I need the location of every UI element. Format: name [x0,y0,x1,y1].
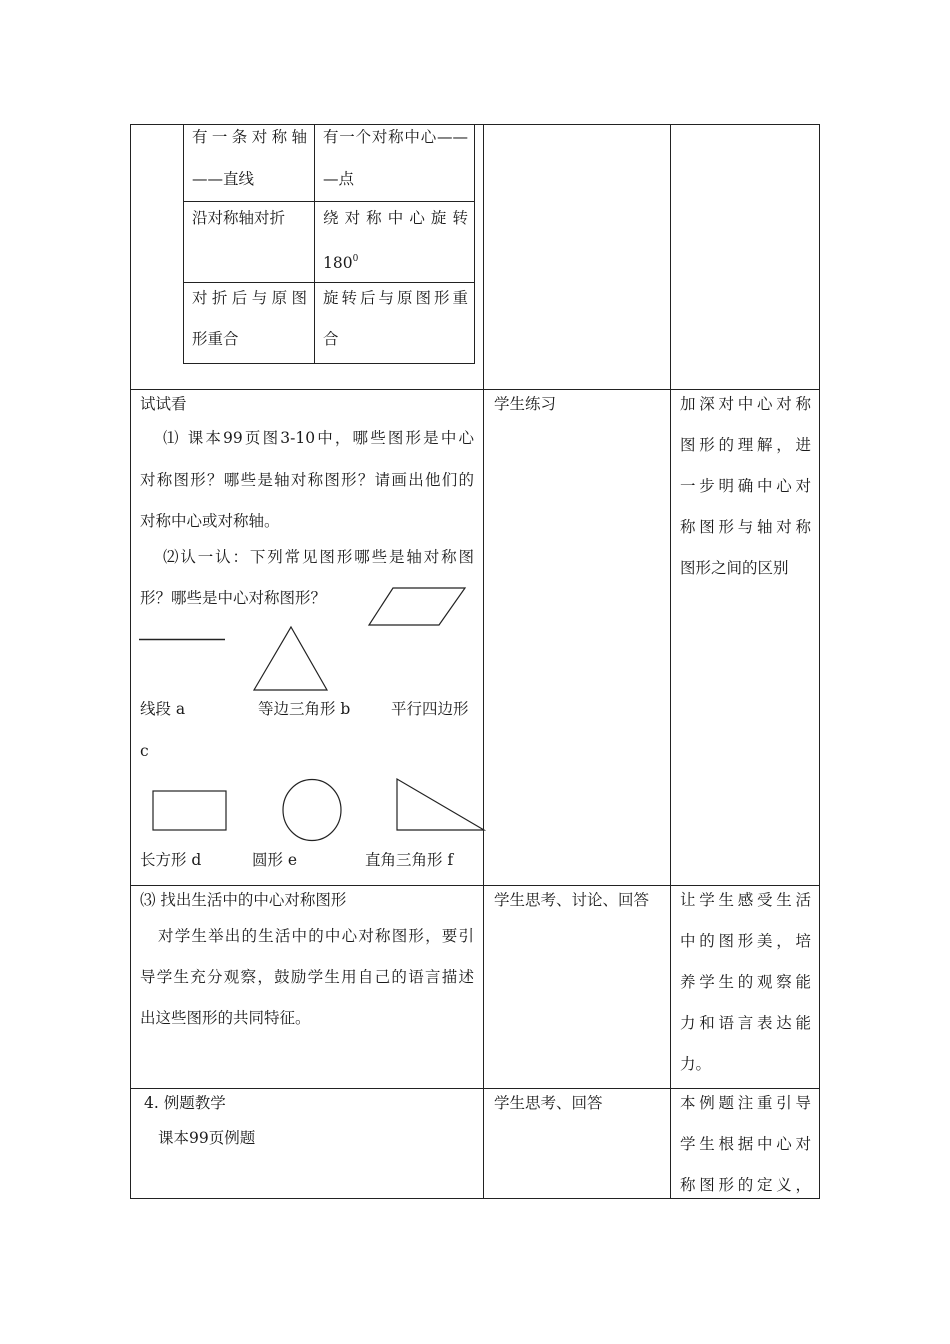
find-intent-line4: 力和语言表达能 [680,1014,811,1032]
example-reference: 课本99页例题 [158,1129,256,1147]
example-intent-line2: 学生根据中心对 [680,1135,811,1153]
rotate-coincide-text-2: 合 [323,330,339,348]
rotate-text: 绕对称中心旋转 [323,209,468,227]
find-intent-line3: 养学生的观察能 [680,973,811,991]
inner-table-row-1 [183,201,475,202]
outer-border-bottom [130,1198,820,1199]
label-parallelogram-suffix: c [140,742,149,760]
center-count-text: 有一个对称中心—— [323,128,468,146]
equilateral-triangle-shape [253,626,329,692]
rotate-angle: $180^0$ [323,254,359,272]
center-type-text: —点 [323,170,355,188]
example-intent-line3: 称图形的定义， [680,1176,811,1194]
try-student-activity: 学生练习 [494,395,557,413]
try-item2-line1: ⑵认一认：下列常见图形哪些是轴对称图 [163,548,474,566]
row-divider-2 [130,885,820,886]
find-line3: 导学生充分观察，鼓励学生用自己的语言描述 [140,968,474,986]
find-intent-line2: 中的图形美，培 [680,932,811,950]
inner-table-right [474,124,475,364]
find-line2: 对学生举出的生活中的中心对称图形，要引 [158,927,474,945]
fold-text: 沿对称轴对折 [192,209,286,227]
label-circle: 圆形 e [252,851,298,869]
find-heading: ⑶ 找出生活中的中心对称图形 [140,891,347,909]
column-divider-1 [483,124,484,1199]
find-line4: 出这些图形的共同特征。 [140,1009,311,1027]
right-triangle-shape [396,778,486,832]
label-segment: 线段 a [140,700,186,718]
try-intent-line4: 称图形与轴对称 [680,518,811,536]
row-divider-1 [130,389,820,390]
outer-border-left [130,124,131,1199]
find-intent-line1: 让学生感受生活 [680,891,811,909]
label-parallelogram: 平行四边形 [391,700,469,718]
rotate-coincide-text: 旋转后与原图形重 [323,289,468,307]
column-divider-2 [670,124,671,1199]
example-heading: 4. 例题教学 [144,1094,226,1112]
example-intent-line1: 本例题注重引导 [680,1094,811,1112]
try-item1-line2: 对称图形？哪些是轴对称图形？请画出他们的 [140,471,474,489]
line-segment-shape [139,638,227,642]
fold-coincide-text-2: 形重合 [192,330,239,348]
example-student-activity: 学生思考、回答 [494,1094,603,1112]
try-intent-line2: 图形的理解，进 [680,436,811,454]
inner-table-mid [314,124,315,364]
find-intent-line5: 力。 [680,1055,712,1073]
try-intent-line1: 加深对中心对称 [680,395,811,413]
axis-count-text: 有一条对称轴 [192,128,307,146]
inner-table-row-2 [183,282,475,283]
inner-table-bottom [183,363,475,364]
section-heading-try: 试试看 [140,395,187,413]
try-item2-line2: 形？哪些是中心对称图形？ [140,589,327,607]
label-right-triangle: 直角三角形 f [365,851,454,869]
outer-border-right [819,124,820,1199]
row-divider-3 [130,1088,820,1089]
label-rectangle: 长方形 d [140,851,202,869]
try-intent-line3: 一步明确中心对 [680,477,811,495]
parallelogram-shape [368,587,466,627]
try-item1-line1: ⑴ 课本99页图3-10中，哪些图形是中心 [163,429,474,447]
inner-table-left [183,124,184,364]
find-student-activity: 学生思考、讨论、回答 [494,891,650,909]
try-intent-line5: 图形之间的区别 [680,559,789,577]
label-triangle: 等边三角形 b [258,700,351,718]
outer-border-top [130,124,820,125]
fold-coincide-text: 对折后与原图 [192,289,307,307]
rectangle-shape [152,790,228,832]
circle-shape [281,778,343,842]
axis-type-text: ——直线 [192,170,255,188]
try-item1-line3: 对称中心或对称轴。 [140,512,280,530]
